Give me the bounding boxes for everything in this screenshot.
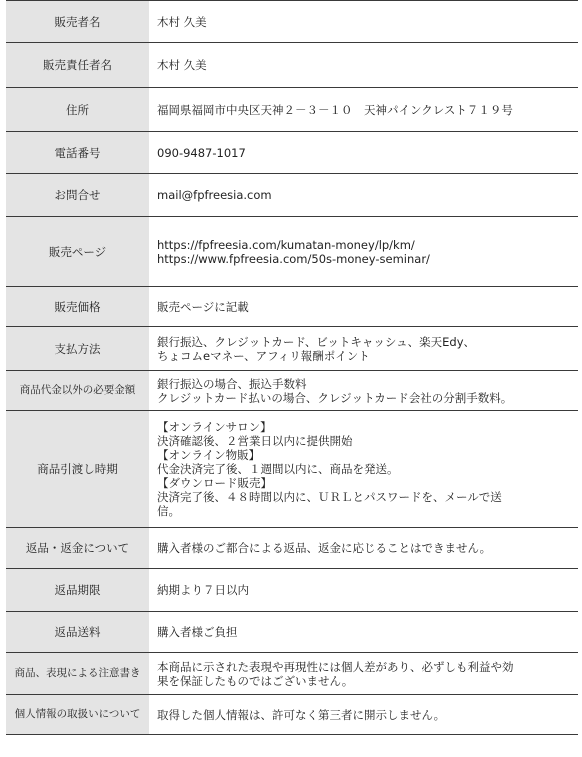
row-label: 販売者名: [6, 1, 149, 43]
row-label: 支払方法: [6, 327, 149, 371]
table-row: [6, 174, 578, 217]
table-row: [6, 411, 578, 528]
table-row: [6, 1, 578, 43]
table-row: [6, 88, 578, 132]
row-value: 福岡県福岡市中央区天神２－３－１０ 天神パインクレスト７１９号: [149, 88, 578, 132]
row-label: 住所: [6, 88, 149, 132]
seller-info-table-wrap: [6, 0, 578, 735]
seller-info-table: [6, 0, 578, 735]
row-label: 商品、表現による注意書き: [6, 653, 149, 695]
row-value: mail@fpfreesia.com: [149, 174, 578, 217]
row-value: 090-9487-1017: [149, 132, 578, 174]
row-value: [149, 217, 578, 287]
row-value: 購入者様ご負担: [149, 612, 578, 653]
row-label: 個人情報の取扱いについて: [6, 695, 149, 735]
row-value: 取得した個人情報は、許可なく第三者に開示しません。: [149, 695, 578, 735]
table-row: [6, 371, 578, 411]
row-value: 販売ページに記載: [149, 287, 578, 327]
row-label: 販売責任者名: [6, 43, 149, 88]
table-row: [6, 132, 578, 174]
row-value: 木村 久美: [149, 1, 578, 43]
row-label: 返品・返金について: [6, 528, 149, 569]
row-value: 納期より７日以内: [149, 569, 578, 612]
row-value: 購入者様のご都合による返品、返金に応じることはできません。: [149, 528, 578, 569]
table-row: [6, 612, 578, 653]
sales-page-link[interactable]: https://fpfreesia.com/kumatan-money/lp/km/: [157, 237, 415, 252]
row-value: 銀行振込の場合、振込手数料 クレジットカード払いの場合、クレジットカード会社の分割手数料。: [149, 371, 578, 411]
row-label: 返品期限: [6, 569, 149, 612]
row-value: 木村 久美: [149, 43, 578, 88]
table-row: [6, 653, 578, 695]
row-label: 販売価格: [6, 287, 149, 327]
row-label: 商品代金以外の必要金額: [6, 371, 149, 411]
row-label: 電話番号: [6, 132, 149, 174]
table-row: [6, 217, 578, 287]
table-row: [6, 569, 578, 612]
row-label: 販売ページ: [6, 217, 149, 287]
table-row: [6, 43, 578, 88]
table-row: [6, 327, 578, 371]
row-label: 商品引渡し時期: [6, 411, 149, 528]
row-value: 本商品に示された表現や再現性には個人差があり、必ずしも利益や効 果を保証したものではございません。: [149, 653, 578, 695]
sales-page-link[interactable]: https://www.fpfreesia.com/50s-money-seminar/: [157, 251, 430, 266]
row-label: お問合せ: [6, 174, 149, 217]
table-row: [6, 695, 578, 735]
table-row: [6, 287, 578, 327]
table-row: [6, 528, 578, 569]
row-value: 【オンラインサロン】 決済確認後、２営業日以内に提供開始 【オンライン物販】 代金決済完了後、１週間以内に、商品を発送。 【ダウンロード販売】 決済完了後、４８時間以内に、ＵＲＬとパスワードを、メールで送 信。: [149, 411, 578, 528]
row-label: 返品送料: [6, 612, 149, 653]
row-value: 銀行振込、クレジットカード、ビットキャッシュ、楽天Edy、 ちょコムeマネー、アフィリ報酬ポイント: [149, 327, 578, 371]
